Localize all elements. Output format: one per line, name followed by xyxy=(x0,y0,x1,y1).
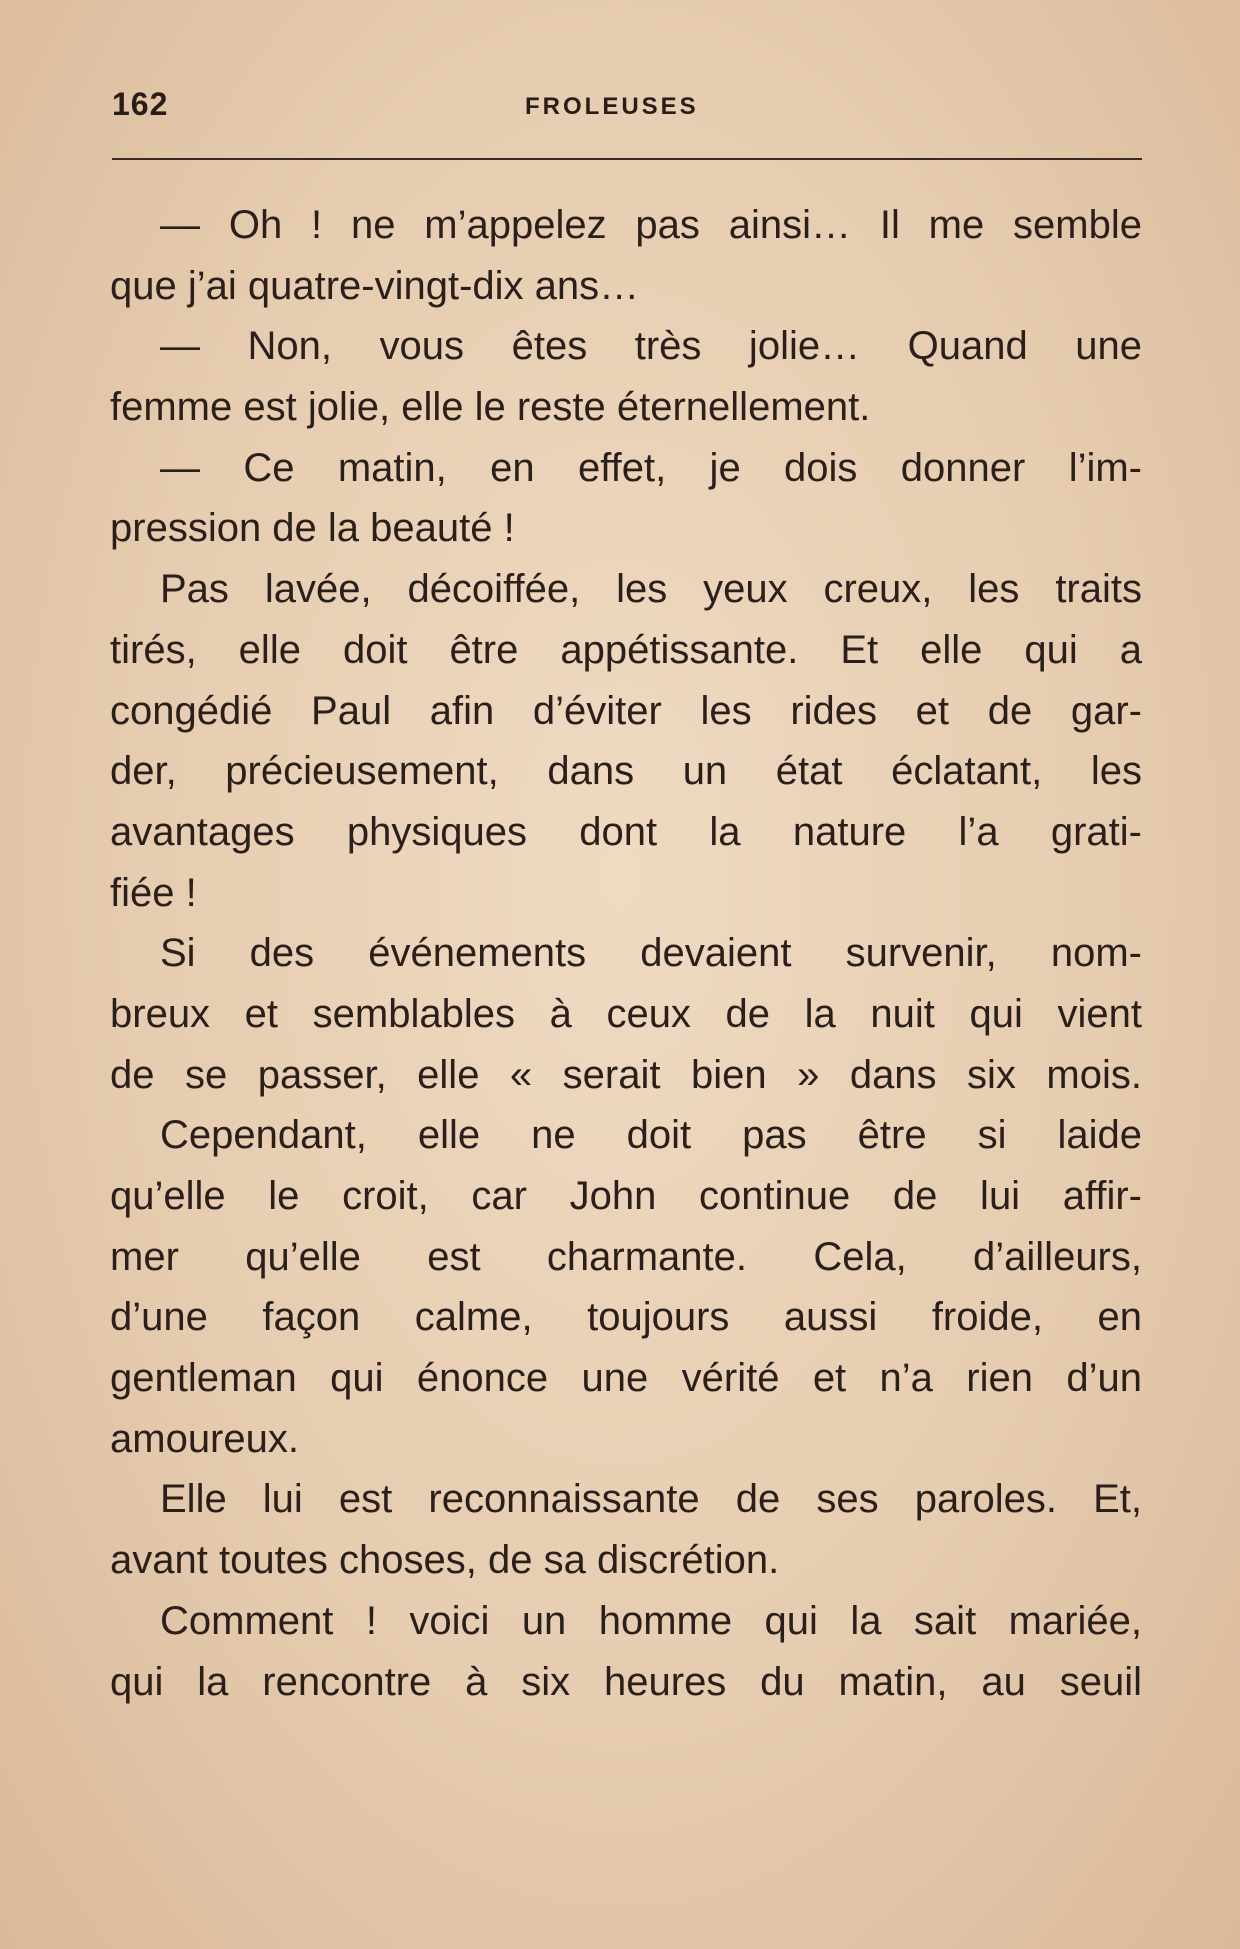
text-line: der, précieusement, dans un état éclatant, les xyxy=(110,749,1142,794)
text-line: mer qu’elle est charmante. Cela, d’ailleurs, xyxy=(110,1234,1142,1279)
body-text xyxy=(110,195,1142,1712)
text-line: qui la rencontre à six heures du matin, au seuil xyxy=(110,1659,1142,1704)
text-line: Cependant, elle ne doit pas être si laide xyxy=(160,1113,1142,1158)
text-line: d’une façon calme, toujours aussi froide, en xyxy=(110,1295,1142,1340)
text-line: avantages physiques dont la nature l’a grati- xyxy=(110,809,1142,854)
header-rule xyxy=(112,158,1142,160)
text-line: amoureux. xyxy=(110,1416,299,1461)
text-line: tirés, elle doit être appétissante. Et elle qui a xyxy=(110,627,1142,672)
text-line: congédié Paul afin d’éviter les rides et de gar- xyxy=(110,688,1142,733)
text-line: — Oh ! ne m’appelez pas ainsi… Il me semble xyxy=(160,203,1142,247)
text-line: avant toutes choses, de sa discrétion. xyxy=(110,1538,780,1583)
text-line: Elle lui est reconnaissante de ses paroles. Et, xyxy=(160,1477,1142,1522)
text-line: fiée ! xyxy=(110,870,197,915)
text-line: qu’elle le croit, car John continue de lui affir- xyxy=(110,1174,1142,1218)
text-line: Comment ! voici un homme qui la sait mariée, xyxy=(160,1598,1142,1643)
page-header xyxy=(112,86,1142,126)
page-number: 162 xyxy=(112,86,169,122)
text-line: breux et semblables à ceux de la nuit qui vient xyxy=(110,991,1142,1036)
text-line: — Non, vous êtes très jolie… Quand une xyxy=(160,324,1142,369)
text-line: que j’ai quatre-vingt-dix ans… xyxy=(110,263,640,308)
text-line: Si des événements devaient survenir, nom- xyxy=(160,931,1142,976)
text-line: femme est jolie, elle le reste éternellement. xyxy=(110,385,871,430)
text-line: de se passer, elle « serait bien » dans six mois. xyxy=(110,1052,1142,1097)
text-line: Pas lavée, décoiffée, les yeux creux, les traits xyxy=(160,567,1142,612)
running-title: FROLEUSES xyxy=(525,93,699,120)
text-line: — Ce matin, en effet, je dois donner l’im- xyxy=(160,445,1142,490)
text-line: pression de la beauté ! xyxy=(110,506,515,551)
text-line: gentleman qui énonce une vérité et n’a rien d’un xyxy=(110,1356,1142,1401)
